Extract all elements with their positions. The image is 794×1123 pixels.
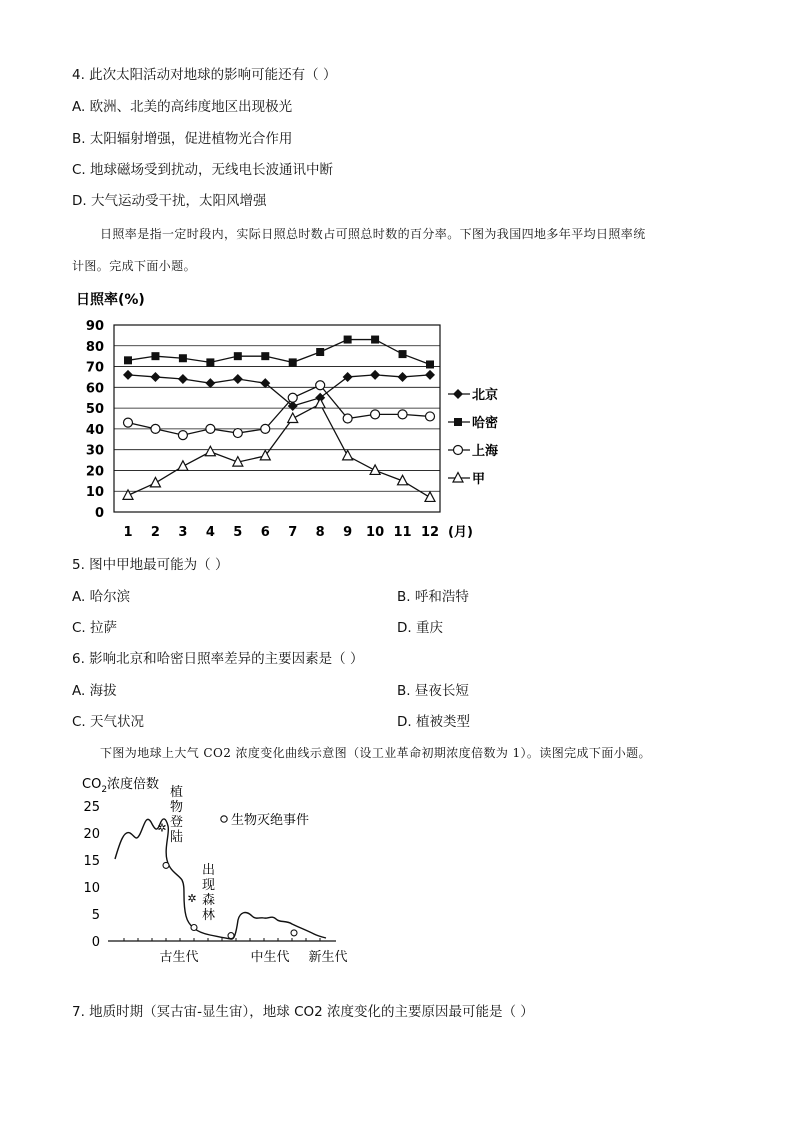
series-line-3 bbox=[128, 404, 430, 498]
q4-option-c: C. 地球磁场受到扰动，无线电长波通讯中断 bbox=[72, 162, 334, 178]
series-point-3 bbox=[178, 461, 188, 471]
series-point-3 bbox=[150, 477, 160, 487]
legend-label: 北京 bbox=[472, 388, 499, 403]
chart1-x-tick-label: 10 bbox=[366, 525, 385, 540]
series-point-2 bbox=[233, 429, 242, 438]
intro2-text: 下图为地球上大气 CO2 浓度变化曲线示意图（设工业革命初期浓度倍数为 1）。读图完成下面小题。 bbox=[100, 746, 651, 760]
chart1-x-tick-label: 3 bbox=[178, 525, 188, 540]
series-point-3 bbox=[315, 398, 325, 408]
series-point-0 bbox=[205, 378, 215, 388]
chart1-title: 日照率(%) bbox=[76, 292, 145, 308]
q7-stem: 7. 地质时期（冥古宙-显生宙），地球 CO2 浓度变化的主要原因最可能是（ ） bbox=[72, 1004, 534, 1020]
series-point-1 bbox=[124, 356, 132, 364]
series-point-1 bbox=[261, 352, 269, 360]
series-point-2 bbox=[371, 410, 380, 419]
series-point-0 bbox=[343, 372, 353, 382]
series-point-2 bbox=[343, 414, 352, 423]
chart1-x-tick-label: 2 bbox=[150, 525, 160, 540]
chart2-y-tick-label: 5 bbox=[91, 908, 100, 923]
q5-option-b: B. 呼和浩特 bbox=[397, 589, 469, 605]
series-point-2 bbox=[288, 393, 297, 402]
chart1-x-tick-label: 5 bbox=[233, 525, 243, 540]
legend-marker bbox=[454, 446, 463, 455]
extinction-event-marker bbox=[191, 925, 197, 931]
series-point-1 bbox=[289, 358, 297, 366]
chart1-xlabel: (月) bbox=[448, 525, 473, 540]
series-point-2 bbox=[398, 410, 407, 419]
intro1-line2: 计图。完成下面小题。 bbox=[72, 259, 197, 273]
series-point-2 bbox=[206, 424, 215, 433]
chart2-y-tick-label: 0 bbox=[91, 935, 100, 950]
series-line-1 bbox=[128, 340, 430, 365]
legend-marker bbox=[454, 418, 462, 426]
sunshine-rate-chart bbox=[60, 284, 500, 544]
series-point-1 bbox=[344, 336, 352, 344]
annotation-label-char: 林 bbox=[202, 908, 216, 923]
q6-option-a: A. 海拔 bbox=[72, 683, 117, 699]
q5-stem: 5. 图中甲地最可能为（ ） bbox=[72, 557, 229, 573]
legend-circle-icon bbox=[221, 816, 227, 822]
series-point-1 bbox=[371, 336, 379, 344]
q5-option-a: A. 哈尔滨 bbox=[72, 589, 131, 605]
series-point-2 bbox=[124, 418, 133, 427]
chart1-plot-frame bbox=[114, 325, 440, 512]
series-point-2 bbox=[261, 424, 270, 433]
series-point-0 bbox=[150, 372, 160, 382]
legend-label: 上海 bbox=[472, 444, 499, 459]
chart1-y-tick-label: 10 bbox=[85, 485, 104, 501]
annotation-star-icon: ✲ bbox=[157, 821, 167, 835]
co2-concentration-chart bbox=[74, 770, 364, 970]
era-label: 古生代 bbox=[159, 950, 199, 965]
co2-curve bbox=[115, 819, 326, 939]
extinction-event-marker bbox=[163, 862, 169, 868]
chart1-y-tick-label: 40 bbox=[85, 422, 104, 438]
q6-stem: 6. 影响北京和哈密日照率差异的主要因素是（ ） bbox=[72, 651, 364, 667]
q5-option-c: C. 拉萨 bbox=[72, 620, 118, 636]
series-point-3 bbox=[205, 446, 215, 456]
series-line-0 bbox=[128, 375, 430, 406]
chart1-x-tick-label: 7 bbox=[288, 525, 298, 540]
chart1-x-tick-label: 8 bbox=[315, 525, 325, 540]
series-point-0 bbox=[233, 374, 243, 384]
chart1-x-tick-label: 1 bbox=[123, 525, 133, 540]
q6-option-b: B. 昼夜长短 bbox=[397, 683, 469, 699]
q6-option-c: C. 天气状况 bbox=[72, 714, 145, 730]
series-point-1 bbox=[179, 354, 187, 362]
legend-label: 甲 bbox=[472, 472, 486, 487]
q5-option-d: D. 重庆 bbox=[397, 620, 443, 636]
series-point-1 bbox=[234, 352, 242, 360]
series-point-2 bbox=[426, 412, 435, 421]
series-point-1 bbox=[151, 352, 159, 360]
chart1-y-tick-label: 90 bbox=[85, 319, 104, 334]
annotation-label-char: 出 bbox=[202, 863, 216, 878]
annotation-label-char: 物 bbox=[170, 800, 184, 815]
q6-option-d: D. 植被类型 bbox=[397, 714, 470, 730]
chart1-y-tick-label: 80 bbox=[85, 339, 104, 355]
chart1-x-tick-label: 9 bbox=[343, 525, 353, 540]
chart2-y-tick-label: 25 bbox=[83, 800, 100, 815]
series-point-3 bbox=[343, 450, 353, 460]
series-point-3 bbox=[425, 492, 435, 502]
series-point-1 bbox=[316, 348, 324, 356]
legend-label: 哈密 bbox=[472, 416, 499, 431]
annotation-label-char: 森 bbox=[202, 893, 216, 908]
chart2-y-tick-label: 15 bbox=[83, 854, 100, 869]
chart1-x-tick-label: 12 bbox=[420, 525, 440, 540]
q4-option-b: B. 太阳辐射增强，促进植物光合作用 bbox=[72, 131, 293, 147]
chart1-x-tick-label: 6 bbox=[260, 525, 270, 540]
chart2-y-tick-label: 10 bbox=[83, 881, 100, 896]
chart2-ylabel: $CO_2$浓度倍数 bbox=[82, 777, 160, 795]
chart2-legend-label: 生物灭绝事件 bbox=[231, 813, 310, 828]
annotation-label-char: 植 bbox=[170, 785, 184, 800]
annotation-label-char: 现 bbox=[202, 878, 216, 893]
series-point-3 bbox=[370, 465, 380, 475]
q4-option-a: A. 欧洲、北美的高纬度地区出现极光 bbox=[72, 99, 293, 115]
legend-marker bbox=[453, 389, 463, 399]
extinction-event-marker bbox=[291, 930, 297, 936]
chart1-x-tick-label: 11 bbox=[393, 525, 412, 540]
series-line-2 bbox=[128, 385, 430, 435]
chart1-y-tick-label: 20 bbox=[85, 464, 104, 480]
series-point-2 bbox=[178, 431, 187, 440]
series-point-2 bbox=[151, 424, 160, 433]
series-point-1 bbox=[399, 350, 407, 358]
series-point-0 bbox=[370, 370, 380, 380]
series-point-0 bbox=[123, 370, 133, 380]
series-point-1 bbox=[206, 358, 214, 366]
era-label: 中生代 bbox=[250, 950, 290, 965]
era-label: 新生代 bbox=[308, 950, 348, 965]
series-point-2 bbox=[316, 381, 325, 390]
q4-option-d: D. 大气运动受干扰，太阳风增强 bbox=[72, 193, 267, 209]
annotation-label-char: 陆 bbox=[170, 830, 184, 845]
chart1-y-tick-label: 50 bbox=[85, 402, 104, 418]
series-point-1 bbox=[426, 360, 434, 368]
extinction-event-marker bbox=[228, 933, 234, 939]
series-point-3 bbox=[288, 413, 298, 423]
chart1-y-tick-label: 60 bbox=[85, 381, 104, 397]
q4-stem: 4. 此次太阳活动对地球的影响可能还有（ ） bbox=[72, 67, 337, 83]
series-point-0 bbox=[398, 372, 408, 382]
chart1-x-tick-label: 4 bbox=[205, 525, 215, 540]
annotation-star-icon: ✲ bbox=[187, 891, 197, 905]
legend-marker bbox=[453, 473, 463, 483]
chart1-y-tick-label: 70 bbox=[85, 360, 104, 376]
intro1-line1: 日照率是指一定时段内，实际日照总时数占可照总时数的百分率。下图为我国四地多年平均日照率统 bbox=[100, 227, 646, 241]
series-point-0 bbox=[425, 370, 435, 380]
chart2-y-tick-label: 20 bbox=[83, 827, 100, 842]
chart1-y-tick-label: 30 bbox=[85, 443, 104, 459]
annotation-label-char: 登 bbox=[170, 815, 184, 830]
series-point-0 bbox=[178, 374, 188, 384]
chart1-y-tick-label: 0 bbox=[94, 506, 104, 521]
